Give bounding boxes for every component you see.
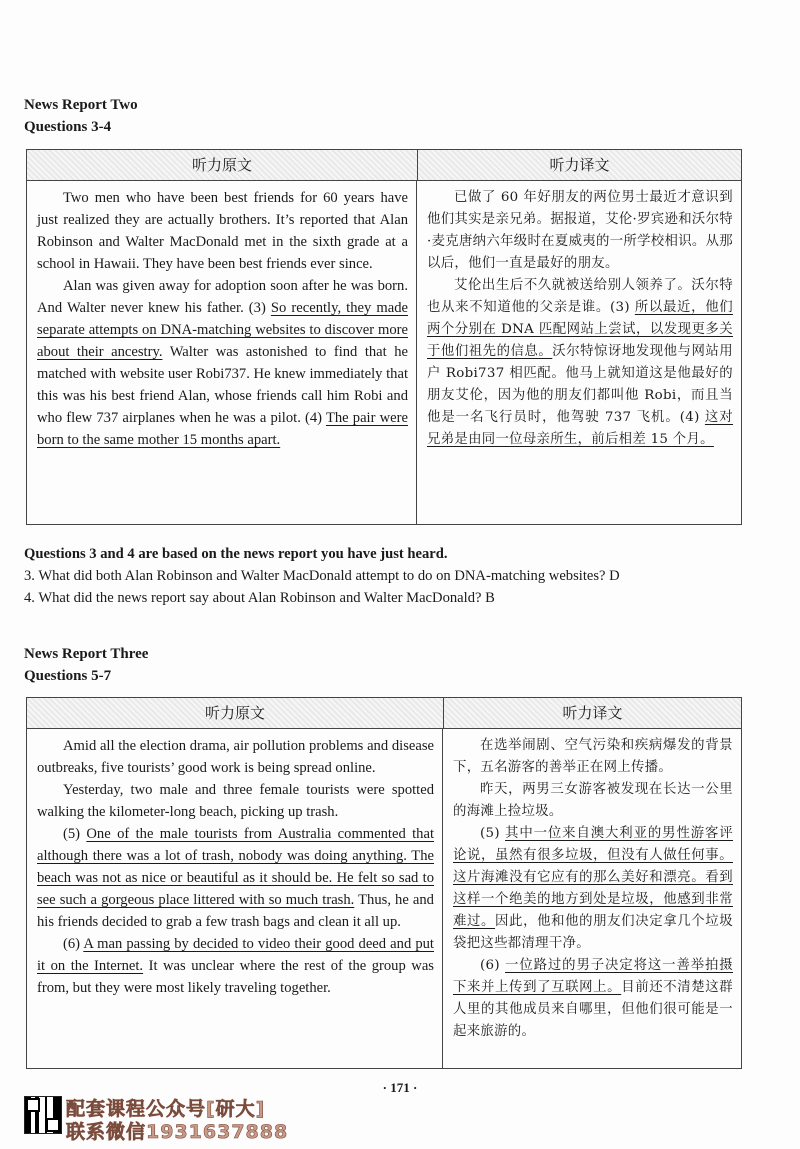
report3-table-header (27, 698, 741, 729)
report3-en-paragraph-3 (37, 823, 434, 933)
watermark-line-1: 配套课程公众号[研大] (66, 1098, 266, 1120)
answer-6-underline-zh: 一位路过的男子决定将这一善举拍摄下来并上传到了互联网上。 (453, 958, 733, 995)
answer-3-underline: So recently, they made separate attempts on DNA-matching websites to discover more about their ancestry. (37, 300, 408, 360)
page-number: · 171 · (382, 1080, 418, 1095)
report3-col-zh-header: 听力译文 (444, 698, 741, 728)
report3-en-paragraph-4 (37, 933, 434, 999)
report3-zh-paragraph-4 (453, 955, 733, 1043)
report2-title: News Report Two (24, 97, 138, 113)
report3-zh-paragraph-3 (453, 823, 733, 955)
report3-questions-label: Questions 5-7 (24, 668, 112, 684)
text-segment: It was unclear where the rest of the group was from, but they were most likely traveling together. (37, 958, 434, 996)
report3-en-paragraph-2: Yesterday, two male and three female tourists were spotted walking the kilometer-long beach, picking up trash. (37, 782, 434, 820)
report2-questions-label: Questions 3-4 (24, 119, 112, 135)
text-segment: 艾伦出生后不久就被送给别人领养了。沃尔特也从来不知道他的父亲是谁。(3) (427, 278, 733, 315)
report3-title: News Report Three (24, 646, 149, 662)
text-segment: 目前还不清楚这群人里的其他成员来自哪里，但他们很可能是一起来旅游的。 (453, 980, 733, 1039)
report3-zh-paragraph-2: 昨天，两男三女游客被发现在长达一公里的海滩上捡垃圾。 (453, 782, 733, 819)
text-segment: Alan was given away for adoption soon after he was born. And Walter never knew his father. (3) (37, 278, 408, 316)
report3-table (26, 697, 742, 1069)
text-segment: (5) (480, 826, 506, 841)
report2-zh-paragraph-2 (427, 275, 733, 451)
questions-heading: Questions 3 and 4 are based on the news report you have just heard. (24, 546, 448, 562)
question-3: 3. What did both Alan Robinson and Walter MacDonald attempt to do on DNA-matching websites? D (24, 568, 620, 584)
text-segment: (5) (63, 826, 87, 842)
text-segment: 因此，他和他的朋友们决定拿几个垃圾袋把这些都清理干净。 (453, 914, 733, 951)
report2-english-text (27, 181, 417, 524)
report2-en-paragraph-1: Two men who have been best friends for 60 years have just realized they are actually brothers. It’s reported that Alan Robinson and Walter MacDonald met in the sixth grade at a school in Hawaii. They have been best friends ever since. (37, 190, 408, 272)
report3-col-en-header: 听力原文 (27, 698, 444, 728)
text-segment: Walter was astonished to find that he matched with website user Robi737. He knew immediately that this was his best friend Alan, whose friends call him Robi and who flew 737 airplanes when he was a pilot. (4) (37, 344, 408, 426)
report2-zh-paragraph-1: 已做了 60 年好朋友的两位男士最近才意识到他们其实是亲兄弟。据报道，艾伦·罗宾逊和沃尔特·麦克唐纳六年级时在夏威夷的一所学校相识。从那以后，他们一直是最好的朋友。 (427, 190, 733, 271)
report2-chinese-text (417, 181, 741, 524)
text-segment: (6) (63, 936, 84, 952)
text-segment: 沃尔特惊讶地发现他与网站用户 Robi737 相匹配。他马上就知道这是他最好的朋友艾伦，因为他的朋友们都叫他 Robi，而且当他是一名飞行员时，他驾驶 737 飞机。(4) (427, 344, 733, 425)
report2-table-header (27, 150, 741, 181)
report3-en-paragraph-1: Amid all the election drama, air pollution problems and disease outbreaks, five tourists’ good work is being spread online. (37, 738, 434, 776)
report2-col-en-header: 听力原文 (27, 150, 418, 180)
answer-5-underline-zh: 其中一位来自澳大利亚的男性游客评论说，虽然有很多垃圾，但没有人做任何事。这片海滩没有它应有的那么美好和漂亮。看到这样一个绝美的地方到处是垃圾，他感到非常难过。 (453, 826, 733, 929)
answer-4-underline: The pair were born to the same mother 15 months apart. (37, 410, 408, 448)
report3-zh-paragraph-1: 在选举闹剧、空气污染和疾病爆发的背景下，五名游客的善举正在网上传播。 (453, 738, 733, 775)
qr-code-icon (24, 1096, 62, 1134)
watermark-line-2: 联系微信1931637888 (66, 1121, 289, 1143)
report2-en-paragraph-2 (37, 275, 408, 451)
answer-4-underline-zh: 这对兄弟是由同一位母亲所生，前后相差 15 个月。 (427, 410, 734, 447)
report2-table (26, 149, 742, 525)
answer-3-underline-zh: 所以最近，他们两个分别在 DNA 匹配网站上尝试，以发现更多关于他们祖先的信息。 (427, 300, 733, 359)
question-4: 4. What did the news report say about Alan Robinson and Walter MacDonald? B (24, 590, 495, 606)
text-segment: Thus, he and his friends decided to grab a few trash bags and clean it all up. (37, 892, 434, 930)
text-segment: (6) (480, 958, 506, 973)
report3-english-text (27, 729, 443, 1068)
report3-chinese-text (443, 729, 741, 1068)
answer-6-underline: A man passing by decided to video their good deed and put it on the Internet. (37, 936, 434, 974)
report2-col-zh-header: 听力译文 (418, 150, 741, 180)
answer-5-underline: One of the male tourists from Australia commented that although there was a lot of trash, nobody was doing anything. The beach was not as nice or beautiful as it should be. He felt so sad to see such a gorgeous place littered with so much trash. (37, 826, 434, 908)
